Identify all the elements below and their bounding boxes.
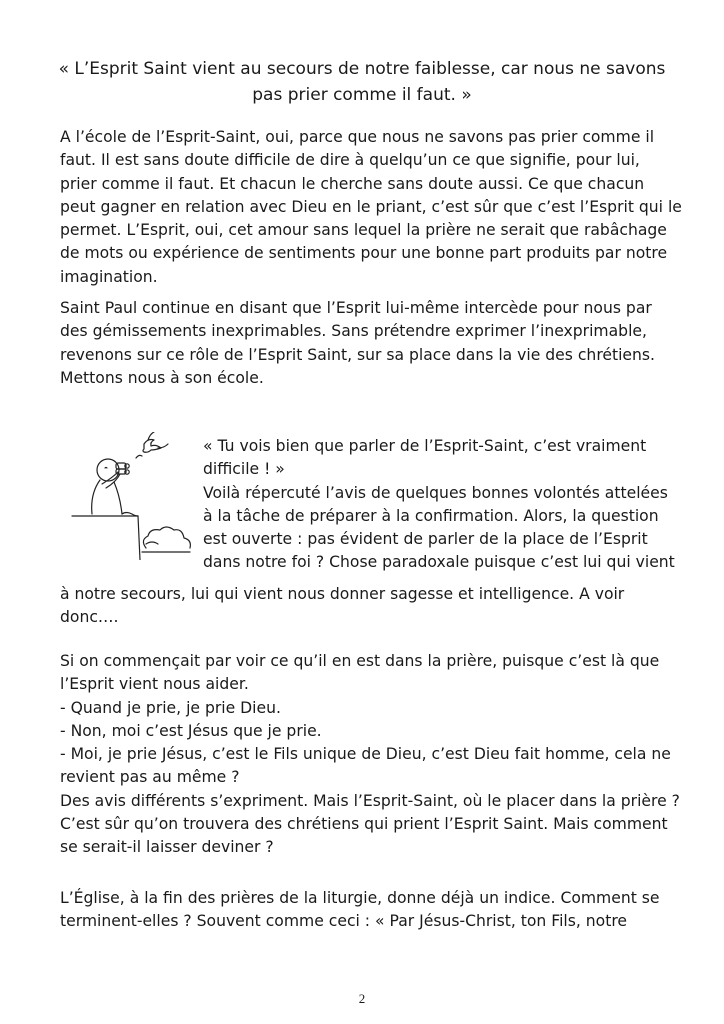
text-line: l’Esprit vient nous aider. <box>60 675 249 694</box>
text-line: Si on commençait par voir ce qu’il en est dans la prière, puisque c’est là que <box>60 652 660 670</box>
person-with-binoculars-watching-dove-icon <box>66 432 194 560</box>
page-number: 2 <box>358 991 366 1006</box>
text-line: des gémissements inexprimables. Sans prétendre exprimer l’inexprimable, <box>60 322 647 341</box>
paragraph-priere <box>60 650 680 860</box>
paragraph-eglise-liturgie <box>60 887 680 934</box>
text-line: permet. L’Esprit, oui, cet amour sans lequel la prière ne serait que rabâchage <box>60 221 667 240</box>
text-line: - Non, moi c’est Jésus que je prie. <box>60 721 322 740</box>
paragraph-parler-esprit <box>203 435 683 575</box>
text-line: prier comme il faut. Et chacun le cherche sans doute aussi. Ce que chacun <box>60 174 645 193</box>
text-line: faut. Il est sans doute difficile de dire à quelqu’un ce que signifie, pour lui, <box>60 151 640 170</box>
paragraph-ecole-esprit <box>60 126 680 289</box>
text-line: revenons sur ce rôle de l’Esprit Saint, sur sa place dans la vie des chrétiens. <box>60 345 655 364</box>
text-line: difficile ! » <box>203 460 285 479</box>
text-line: A l’école de l’Esprit-Saint, oui, parce que nous ne savons pas prier comme il <box>60 128 655 146</box>
text-line: imagination. <box>60 267 158 286</box>
text-line: à notre secours, lui qui vient nous donner sagesse et intelligence. A voir <box>60 585 625 603</box>
paragraph-saint-paul <box>60 297 680 390</box>
text-line: Saint Paul continue en disant que l’Esprit lui-même intercède pour nous par <box>60 299 652 317</box>
title-quote <box>48 56 676 108</box>
text-line: L’Église, à la fin des prières de la liturgie, donne déjà un indice. Comment se <box>60 889 660 907</box>
text-line: - Moi, je prie Jésus, c’est le Fils unique de Dieu, c’est Dieu fait homme, cela ne <box>60 745 671 764</box>
text-line: Voilà répercuté l’avis de quelques bonnes volontés attelées <box>203 483 668 502</box>
title-quote-line: pas prier comme il faut. » <box>252 85 472 105</box>
paragraph-parler-esprit-continued <box>60 583 680 630</box>
text-line: Mettons nous à son école. <box>60 368 264 387</box>
text-line: donc…. <box>60 608 119 627</box>
text-line: dans notre foi ? Chose paradoxale puisque c’est lui qui vient <box>203 553 675 572</box>
title-quote-line: « L’Esprit Saint vient au secours de notre faiblesse, car nous ne savons <box>58 59 666 79</box>
text-line: est ouverte : pas évident de parler de la place de l’Esprit <box>203 530 648 549</box>
text-line: « Tu vois bien que parler de l’Esprit-Saint, c’est vraiment <box>203 437 647 455</box>
text-line: peut gagner en relation avec Dieu en le priant, c’est sûr que c’est l’Esprit qui le <box>60 197 682 216</box>
text-line: C’est sûr qu’on trouvera des chrétiens qui prient l’Esprit Saint. Mais comment <box>60 815 668 834</box>
text-line: terminent-elles ? Souvent comme ceci : « Par Jésus-Christ, ton Fils, notre <box>60 912 627 931</box>
text-line: se serait-il laisser deviner ? <box>60 838 274 857</box>
text-line: revient pas au même ? <box>60 768 240 787</box>
text-line: - Quand je prie, je prie Dieu. <box>60 698 281 717</box>
text-line: de mots ou expérience de sentiments pour une bonne part produits par notre <box>60 244 668 263</box>
text-line: à la tâche de préparer à la confirmation. Alors, la question <box>203 506 659 525</box>
text-line: Des avis différents s’expriment. Mais l’Esprit-Saint, où le placer dans la prière ? <box>60 791 680 810</box>
